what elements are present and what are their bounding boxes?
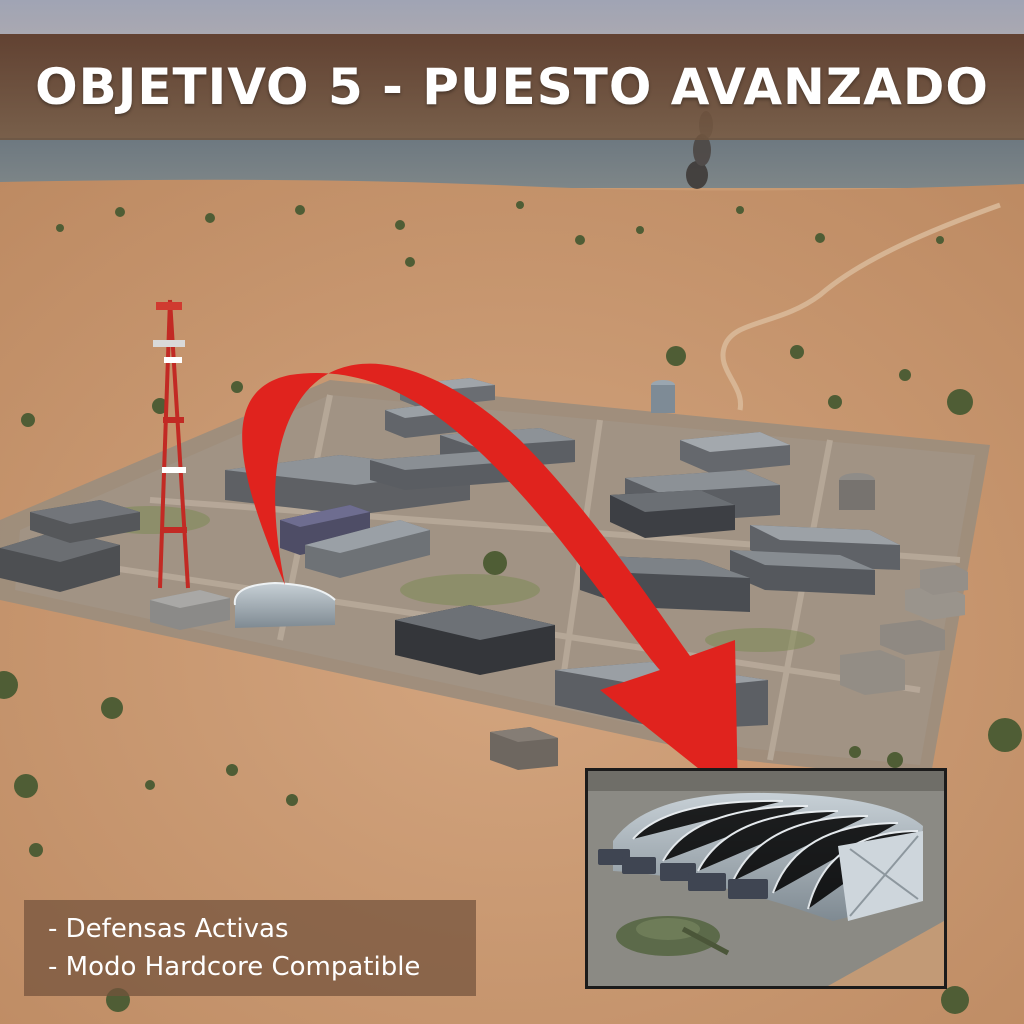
hangar-closeup: [588, 771, 944, 986]
feature-item: - Defensas Activas: [48, 914, 289, 944]
base-hangar: [235, 583, 335, 628]
feature-item: - Modo Hardcore Compatible: [48, 952, 421, 982]
hangar-inset: [585, 768, 947, 989]
features-box: [24, 900, 476, 996]
features-list: [24, 900, 476, 986]
objective-title: OBJETIVO 5 - PUESTO AVANZADO: [35, 58, 989, 116]
title-banner: [0, 34, 1024, 140]
